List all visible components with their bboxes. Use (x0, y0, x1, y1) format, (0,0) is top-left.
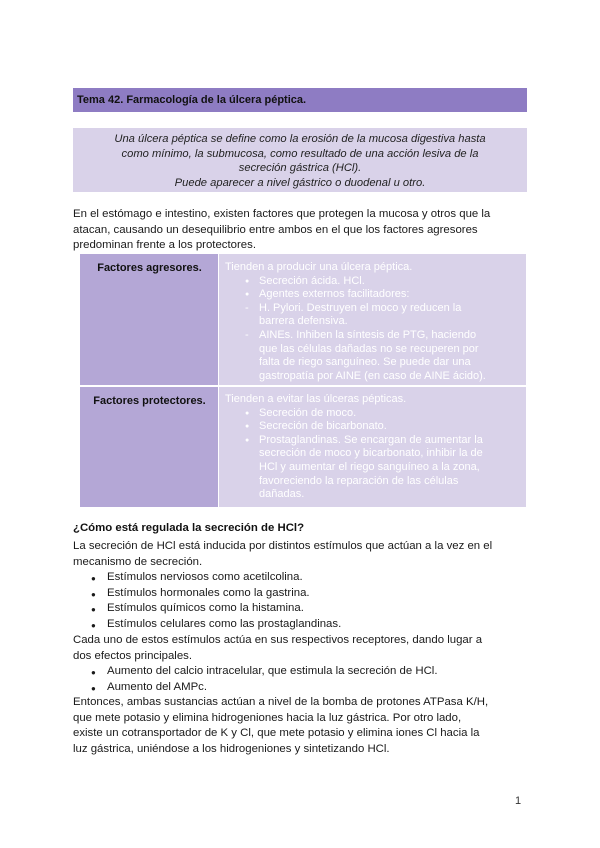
list-item: ● Estímulos nerviosos como acetilcolina. (73, 570, 529, 586)
effects-list (73, 664, 529, 695)
intro-line: atacan, causando un desequilibrio entre ambos en el que los factores agresores (73, 223, 478, 236)
protectors-content-cell (219, 387, 526, 507)
list-item: ● Aumento del AMPc. (73, 680, 529, 696)
list-item: ● Aumento del calcio intracelular, que estimula la secreción de HCl. (73, 664, 529, 680)
list-item: ● Prostaglandinas. Se encargan de aumentar la secreción de moco y bicarbonato, inhibir la de HCl y aumentar el riego sanguíneo a la zona, favoreciendo la reparación de las células dañadas. (225, 434, 521, 502)
document-title: Tema 42. Farmacología de la úlcera péptica. (73, 88, 527, 112)
definition-box (73, 128, 527, 192)
list-subitem: - AINEs. Inhiben la síntesis de PTG, haciendo que las células dañadas no se recuperen por falta de riego sanguíneo. Se puede dar una gastropatía por AINE (en caso de AINE ácido). (225, 329, 521, 383)
intro-paragraph (73, 207, 529, 254)
page-number: 1 (515, 795, 522, 807)
section-paragraph: Entonces, ambas sustancias actúan a nivel de la bomba de protones ATPasa K/H, que mete potasio y elimina hidrogeniones hacia la luz gástrica. Por otro lado, existe un cotransportador de K y Cl, que mete potasio y elimina iones Cl hacia la luz gástrica, uniéndose a los hidrogeniones y sintetizando HCl. (73, 696, 489, 756)
definition-line: secreción gástrica (HCl). (238, 162, 362, 175)
aggressors-content-cell (219, 254, 526, 385)
protectors-intro: Tienden a evitar las úlceras pépticas. (225, 393, 407, 405)
section-heading: ¿Cómo está regulada la secreción de HCl? (73, 522, 305, 534)
list-item: ● Estímulos celulares como las prostaglandinas. (73, 617, 529, 633)
list-item: ● Secreción de moco. (225, 407, 521, 421)
list-item: ● Secreción ácida. HCl. (225, 275, 521, 289)
definition-line: Una úlcera péptica se define como la erosión de la mucosa digestiva hasta (114, 133, 486, 145)
aggressors-content (225, 261, 521, 383)
aggressors-label-cell (80, 254, 219, 385)
section-paragraph: La secreción de HCl está inducida por distintos estímulos que actúan a la vez en el mecanismo de secreción. (73, 540, 493, 568)
section-paragraph: Cada uno de estos estímulos actúa en sus respectivos receptores, dando lugar a dos efectos principales. (73, 634, 483, 662)
intro-line: predominan frente a los protectores. (73, 239, 256, 252)
list-item: ● Estímulos hormonales como la gastrina. (73, 586, 529, 602)
list-item: ● Secreción de bicarbonato. (225, 420, 521, 434)
column-divider (218, 254, 219, 507)
aggressors-label: Factores agresores. (97, 262, 202, 274)
protectors-label: Factores protectores. (93, 395, 206, 407)
list-item: ● Estímulos químicos como la histamina. (73, 601, 529, 617)
stimuli-list (73, 570, 529, 633)
list-item: ● Agentes externos facilitadores: (225, 288, 521, 302)
protectors-label-cell (80, 387, 219, 507)
intro-line: En el estómago e intestino, existen factores que protegen la mucosa y otros que la (73, 208, 491, 220)
protectors-content (225, 393, 521, 502)
factors-table (80, 254, 526, 507)
definition-line: Puede aparecer a nivel gástrico o duodenal u otro. (174, 176, 426, 189)
aggressors-intro: Tienden a producir una úlcera péptica. (225, 261, 413, 273)
definition-line: como mínimo, la submucosa, como resultado de una acción lesiva de la (121, 147, 479, 160)
list-subitem: - H. Pylori. Destruyen el moco y reducen la barrera defensiva. (225, 302, 521, 329)
